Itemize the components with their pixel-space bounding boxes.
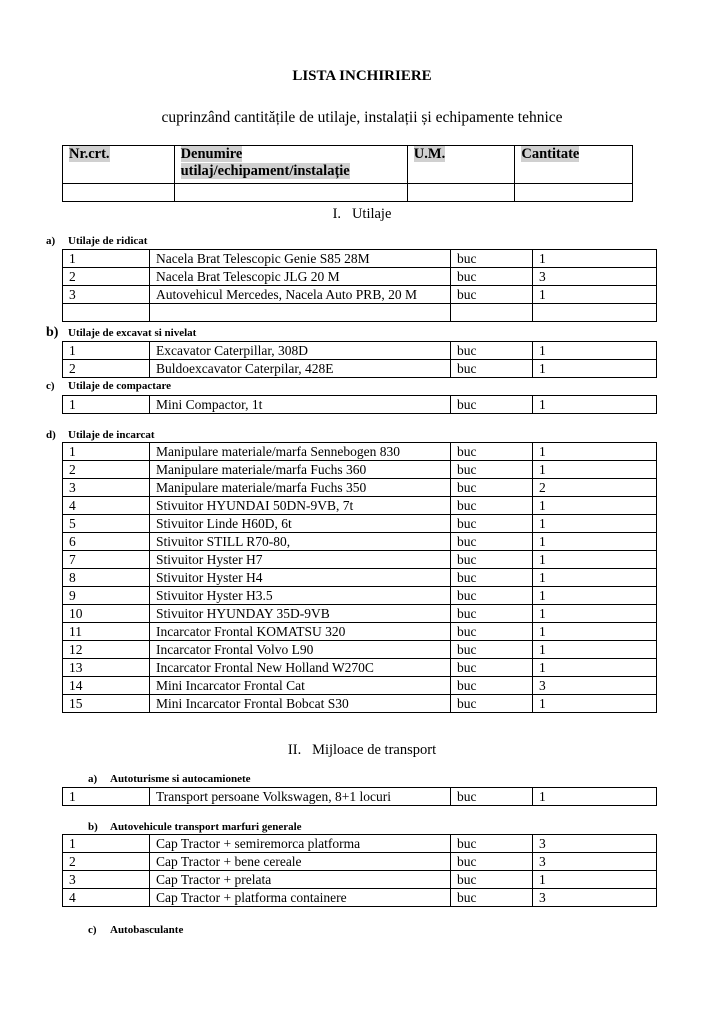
table-row (63, 587, 657, 605)
cell-nr: 7 (63, 551, 150, 569)
cell-um: buc (451, 788, 533, 806)
cell-denumire: Mini Incarcator Frontal Cat (150, 677, 451, 695)
cell-denumire: Stivuitor Hyster H7 (150, 551, 451, 569)
cell-denumire: Excavator Caterpillar, 308D (150, 342, 451, 360)
table-row (63, 250, 657, 268)
cell-cantitate: 1 (533, 569, 657, 587)
cell-nr: 1 (63, 835, 150, 853)
cell-um: buc (451, 835, 533, 853)
cell-denumire: Cap Tractor + platforma containere (150, 889, 451, 907)
cell-um: buc (451, 443, 533, 461)
table-row (63, 605, 657, 623)
table-row (63, 835, 657, 853)
header-denumire: Denumire utilaj/echipament/instalație (174, 146, 407, 184)
group-label (46, 380, 171, 392)
cell-nr: 13 (63, 659, 150, 677)
cell-nr: 3 (63, 286, 150, 304)
items-table (62, 442, 657, 713)
cell-denumire: Stivuitor HYUNDAY 35D-9VB (150, 605, 451, 623)
cell-um: buc (451, 515, 533, 533)
cell-um (451, 304, 533, 322)
cell-nr: 9 (63, 587, 150, 605)
table-row (63, 871, 657, 889)
cell-cantitate: 3 (533, 835, 657, 853)
table-row (63, 788, 657, 806)
cell-um: buc (451, 342, 533, 360)
table-row (63, 443, 657, 461)
cell-cantitate: 1 (533, 360, 657, 378)
group-label (46, 325, 196, 341)
cell-um: buc (451, 461, 533, 479)
cell-cantitate: 3 (533, 889, 657, 907)
cell-cantitate: 1 (533, 551, 657, 569)
group-name: Autovehicule transport marfuri generale (110, 821, 302, 833)
cell-nr: 4 (63, 889, 150, 907)
cell-denumire: Stivuitor Hyster H3.5 (150, 587, 451, 605)
section-heading-utilaje: I. Utilaje (332, 206, 392, 222)
header-empty-cell (515, 184, 633, 202)
cell-cantitate: 1 (533, 461, 657, 479)
cell-nr: 8 (63, 569, 150, 587)
cell-cantitate: 1 (533, 443, 657, 461)
cell-cantitate: 1 (533, 788, 657, 806)
table-row (63, 286, 657, 304)
header-empty-cell (407, 184, 515, 202)
cell-denumire: Cap Tractor + bene cereale (150, 853, 451, 871)
cell-cantitate: 3 (533, 853, 657, 871)
group-name: Utilaje de ridicat (68, 235, 148, 247)
cell-nr: 2 (63, 853, 150, 871)
cell-cantitate: 1 (533, 342, 657, 360)
cell-nr: 4 (63, 497, 150, 515)
group-letter: a) (88, 773, 98, 785)
cell-denumire: Stivuitor HYUNDAI 50DN-9VB, 7t (150, 497, 451, 515)
cell-cantitate: 1 (533, 871, 657, 889)
cell-um: buc (451, 268, 533, 286)
items-table (62, 834, 657, 907)
items-table (62, 249, 657, 322)
cell-nr: 15 (63, 695, 150, 713)
cell-um: buc (451, 569, 533, 587)
cell-um: buc (451, 853, 533, 871)
cell-denumire: Incarcator Frontal KOMATSU 320 (150, 623, 451, 641)
table-row (63, 360, 657, 378)
cell-cantitate: 1 (533, 515, 657, 533)
cell-cantitate: 3 (533, 677, 657, 695)
table-row (63, 533, 657, 551)
cell-um: buc (451, 533, 533, 551)
items-table (62, 787, 657, 806)
cell-nr: 12 (63, 641, 150, 659)
table-row (63, 889, 657, 907)
group-label (88, 821, 302, 833)
cell-um: buc (451, 695, 533, 713)
group-label (46, 235, 147, 247)
cell-cantitate: 1 (533, 396, 657, 414)
cell-nr: 1 (63, 443, 150, 461)
cell-cantitate: 1 (533, 641, 657, 659)
cell-um: buc (451, 641, 533, 659)
cell-nr: 3 (63, 871, 150, 889)
table-row (63, 304, 657, 322)
cell-nr: 1 (63, 396, 150, 414)
cell-um: buc (451, 360, 533, 378)
group-name: Utilaje de compactare (68, 380, 172, 392)
cell-nr: 3 (63, 479, 150, 497)
cell-um: buc (451, 677, 533, 695)
cell-denumire: Mini Compactor, 1t (150, 396, 451, 414)
cell-nr: 10 (63, 605, 150, 623)
cell-um: buc (451, 605, 533, 623)
cell-denumire: Incarcator Frontal Volvo L90 (150, 641, 451, 659)
cell-cantitate: 1 (533, 605, 657, 623)
cell-denumire: Stivuitor STILL R70-80, (150, 533, 451, 551)
group-letter: c) (88, 924, 97, 936)
table-row (63, 695, 657, 713)
cell-um: buc (451, 551, 533, 569)
document-subtitle: cuprinzând cantitățile de utilaje, instalații și echipamente tehnice (161, 109, 563, 126)
cell-denumire: Incarcator Frontal New Holland W270C (150, 659, 451, 677)
cell-denumire: Mini Incarcator Frontal Bobcat S30 (150, 695, 451, 713)
items-table (62, 395, 657, 414)
cell-cantitate: 1 (533, 659, 657, 677)
cell-denumire: Nacela Brat Telescopic JLG 20 M (150, 268, 451, 286)
table-row (63, 551, 657, 569)
table-row (63, 853, 657, 871)
group-name: Utilaje de incarcat (68, 429, 155, 441)
cell-denumire: Stivuitor Hyster H4 (150, 569, 451, 587)
header-empty-cell (174, 184, 407, 202)
cell-denumire: Transport persoane Volkswagen, 8+1 locuri (150, 788, 451, 806)
table-row (63, 396, 657, 414)
group-name: Autoturisme si autocamionete (110, 773, 251, 785)
cell-cantitate: 1 (533, 623, 657, 641)
cell-nr: 2 (63, 268, 150, 286)
cell-nr: 2 (63, 461, 150, 479)
group-name: Autobasculante (110, 924, 184, 936)
cell-um: buc (451, 623, 533, 641)
cell-nr: 14 (63, 677, 150, 695)
cell-um: buc (451, 889, 533, 907)
cell-denumire: Cap Tractor + prelata (150, 871, 451, 889)
cell-um: buc (451, 497, 533, 515)
cell-denumire: Autovehicul Mercedes, Nacela Auto PRB, 20 M (150, 286, 451, 304)
cell-nr: 6 (63, 533, 150, 551)
cell-denumire: Buldoexcavator Caterpilar, 428E (150, 360, 451, 378)
cell-nr: 5 (63, 515, 150, 533)
group-label (88, 773, 251, 785)
table-row (63, 641, 657, 659)
table-row (63, 677, 657, 695)
header-nr-crt: Nr.crt. (63, 146, 175, 184)
header-cantitate: Cantitate (515, 146, 633, 184)
group-label (46, 429, 155, 441)
cell-um: buc (451, 396, 533, 414)
cell-cantitate: 1 (533, 587, 657, 605)
section-heading-transport: II. Mijloace de transport (287, 742, 437, 758)
cell-cantitate: 1 (533, 286, 657, 304)
cell-cantitate: 3 (533, 268, 657, 286)
cell-um: buc (451, 659, 533, 677)
cell-um: buc (451, 286, 533, 304)
header-empty-cell (63, 184, 175, 202)
cell-cantitate: 1 (533, 533, 657, 551)
cell-nr: 1 (63, 342, 150, 360)
group-letter: b) (88, 821, 98, 833)
group-letter: c) (46, 380, 55, 392)
cell-nr: 1 (63, 250, 150, 268)
cell-denumire: Stivuitor Linde H60D, 6t (150, 515, 451, 533)
group-label (88, 924, 183, 936)
items-table (62, 341, 657, 378)
cell-um: buc (451, 479, 533, 497)
cell-um: buc (451, 871, 533, 889)
cell-denumire: Manipulare materiale/marfa Fuchs 350 (150, 479, 451, 497)
header-um: U.M. (407, 146, 515, 184)
cell-denumire: Cap Tractor + semiremorca platforma (150, 835, 451, 853)
cell-cantitate: 1 (533, 250, 657, 268)
cell-um: buc (451, 587, 533, 605)
cell-nr (63, 304, 150, 322)
group-letter: d) (46, 429, 56, 441)
table-row (63, 461, 657, 479)
cell-denumire: Manipulare materiale/marfa Fuchs 360 (150, 461, 451, 479)
cell-nr: 1 (63, 788, 150, 806)
cell-cantitate: 1 (533, 497, 657, 515)
cell-cantitate (533, 304, 657, 322)
header-table (62, 145, 633, 202)
cell-cantitate: 2 (533, 479, 657, 497)
table-row (63, 515, 657, 533)
document-title: LISTA INCHIRIERE (292, 68, 432, 84)
cell-denumire (150, 304, 451, 322)
table-row (63, 623, 657, 641)
table-row (63, 497, 657, 515)
cell-nr: 2 (63, 360, 150, 378)
group-name: Utilaje de excavat si nivelat (68, 327, 197, 339)
table-row (63, 342, 657, 360)
cell-um: buc (451, 250, 533, 268)
table-row (63, 268, 657, 286)
cell-denumire: Manipulare materiale/marfa Sennebogen 830 (150, 443, 451, 461)
group-letter: b) (46, 325, 59, 340)
table-row (63, 479, 657, 497)
cell-nr: 11 (63, 623, 150, 641)
table-row (63, 659, 657, 677)
table-row (63, 569, 657, 587)
group-letter: a) (46, 235, 56, 247)
cell-denumire: Nacela Brat Telescopic Genie S85 28M (150, 250, 451, 268)
cell-cantitate: 1 (533, 695, 657, 713)
